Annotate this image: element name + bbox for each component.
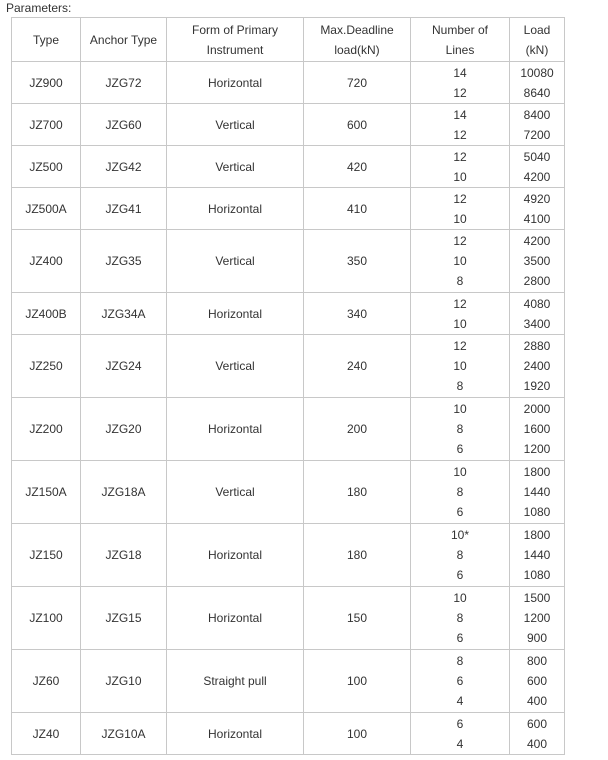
max-deadline-cell: 180 [304,461,411,524]
table-row [12,188,565,230]
load-cell [510,587,565,650]
header-form [167,18,304,62]
number-of-lines-cell [411,146,510,188]
number-of-lines-cell [411,230,510,293]
load-value: 2400 [523,359,551,373]
anchor-type-cell: JZG41 [81,188,167,230]
lines-value: 10 [453,465,467,479]
anchor-type-cell: JZG72 [81,62,167,104]
form-cell: Horizontal [167,398,304,461]
lines-value: 8 [456,422,464,436]
header-load [510,18,565,62]
lines-value: 8 [456,274,464,288]
lines-value: 6 [456,716,464,731]
number-of-lines-cell [411,461,510,524]
type-cell: JZ500A [12,188,81,230]
number-of-lines-cell [411,104,510,146]
load-value: 10080 [520,65,554,80]
load-value: 1440 [523,548,551,562]
load-value: 4080 [523,296,551,311]
load-value: 1800 [523,528,551,542]
load-value: 1080 [523,505,551,519]
type-cell: JZ40 [12,713,81,755]
table-row [12,293,565,335]
max-deadline-cell: 100 [304,650,411,713]
load-value: 400 [526,736,548,751]
load-cell [510,230,565,293]
form-cell: Horizontal [167,587,304,650]
form-cell: Straight pull [167,650,304,713]
load-value: 1440 [523,485,551,499]
load-value: 1080 [523,568,551,582]
lines-value: 8 [456,611,464,625]
lines-value: 4 [456,736,464,751]
type-cell: JZ900 [12,62,81,104]
load-value: 8640 [523,85,551,100]
lines-value: 10 [453,254,467,268]
lines-value: 10 [453,211,467,226]
header-form-line-2: Instrument [206,42,264,57]
load-cell [510,650,565,713]
header-type: Type [12,18,81,62]
header-load-line-1: Load [523,22,551,37]
load-cell [510,713,565,755]
lines-value: 14 [453,107,467,122]
load-value: 1600 [523,422,551,436]
max-deadline-cell: 600 [304,104,411,146]
lines-value: 10* [450,528,470,542]
lines-value: 10 [453,591,467,605]
anchor-type-cell: JZG15 [81,587,167,650]
header-row [12,18,565,62]
form-cell: Horizontal [167,524,304,587]
anchor-type-cell: JZG60 [81,104,167,146]
max-deadline-cell: 180 [304,524,411,587]
table-row [12,230,565,293]
anchor-type-cell: JZG24 [81,335,167,398]
section-heading: Parameters: [6,1,72,15]
number-of-lines-cell [411,398,510,461]
load-value: 3400 [523,316,551,331]
load-value: 600 [526,716,548,731]
lines-value: 12 [453,191,467,206]
number-of-lines-cell [411,524,510,587]
header-max-line-1: Max.Deadline [320,22,394,37]
header-max-line-2: load(kN) [334,42,380,57]
header-load-line-2: (kN) [525,42,549,57]
anchor-type-cell: JZG10 [81,650,167,713]
max-deadline-cell: 150 [304,587,411,650]
parameters-table [11,17,565,755]
load-value: 4200 [523,169,551,184]
load-value: 3500 [523,254,551,268]
max-deadline-cell: 340 [304,293,411,335]
table-row [12,335,565,398]
load-value: 800 [526,654,548,668]
header-form-line-1: Form of Primary [191,22,278,37]
form-cell: Horizontal [167,713,304,755]
type-cell: JZ150 [12,524,81,587]
type-cell: JZ400B [12,293,81,335]
load-value: 2880 [523,339,551,353]
form-cell: Vertical [167,230,304,293]
lines-value: 6 [456,442,464,456]
load-value: 1800 [523,465,551,479]
number-of-lines-cell [411,713,510,755]
load-value: 1500 [523,591,551,605]
load-value: 4200 [523,234,551,248]
table-row [12,104,565,146]
table-row [12,146,565,188]
lines-value: 8 [456,485,464,499]
load-cell [510,293,565,335]
number-of-lines-cell [411,587,510,650]
max-deadline-cell: 100 [304,713,411,755]
anchor-type-cell: JZG18 [81,524,167,587]
load-value: 4100 [523,211,551,226]
table-row [12,524,565,587]
form-cell: Horizontal [167,62,304,104]
load-value: 8400 [523,107,551,122]
lines-value: 10 [453,169,467,184]
lines-value: 10 [453,402,467,416]
type-cell: JZ150A [12,461,81,524]
lines-value: 8 [456,654,464,668]
anchor-type-cell: JZG35 [81,230,167,293]
type-cell: JZ700 [12,104,81,146]
load-value: 5040 [523,149,551,164]
lines-value: 12 [453,339,467,353]
load-value: 600 [526,674,548,688]
anchor-type-cell: JZG10A [81,713,167,755]
lines-value: 12 [453,234,467,248]
max-deadline-cell: 350 [304,230,411,293]
load-value: 1920 [523,379,551,393]
table-row [12,587,565,650]
lines-value: 6 [456,674,464,688]
number-of-lines-cell [411,188,510,230]
load-value: 1200 [523,442,551,456]
load-value: 2000 [523,402,551,416]
load-cell [510,335,565,398]
load-cell [510,146,565,188]
table-row [12,461,565,524]
table-row [12,398,565,461]
lines-value: 12 [453,85,467,100]
lines-value: 8 [456,548,464,562]
lines-value: 8 [456,379,464,393]
lines-value: 4 [456,694,464,708]
max-deadline-cell: 410 [304,188,411,230]
load-cell [510,461,565,524]
lines-value: 6 [456,568,464,582]
form-cell: Vertical [167,335,304,398]
table-row [12,650,565,713]
type-cell: JZ200 [12,398,81,461]
number-of-lines-cell [411,62,510,104]
lines-value: 12 [453,296,467,311]
anchor-type-cell: JZG42 [81,146,167,188]
load-cell [510,398,565,461]
anchor-type-cell: JZG20 [81,398,167,461]
max-deadline-cell: 240 [304,335,411,398]
table-row [12,713,565,755]
load-cell [510,104,565,146]
max-deadline-cell: 420 [304,146,411,188]
type-cell: JZ250 [12,335,81,398]
load-cell [510,62,565,104]
lines-value: 10 [453,359,467,373]
lines-value: 14 [453,65,467,80]
load-value: 400 [526,694,548,708]
load-value: 2800 [523,274,551,288]
header-anchor-type: Anchor Type [81,18,167,62]
load-cell [510,188,565,230]
number-of-lines-cell [411,650,510,713]
header-lines-line-2: Lines [445,42,475,57]
table-row [12,62,565,104]
type-cell: JZ400 [12,230,81,293]
load-value: 900 [526,631,548,645]
number-of-lines-cell [411,293,510,335]
type-cell: JZ100 [12,587,81,650]
load-value: 1200 [523,611,551,625]
form-cell: Horizontal [167,188,304,230]
lines-value: 10 [453,316,467,331]
header-number-of-lines [411,18,510,62]
lines-value: 6 [456,505,464,519]
max-deadline-cell: 200 [304,398,411,461]
anchor-type-cell: JZG18A [81,461,167,524]
form-cell: Vertical [167,461,304,524]
load-value: 4920 [523,191,551,206]
form-cell: Horizontal [167,293,304,335]
max-deadline-cell: 720 [304,62,411,104]
number-of-lines-cell [411,335,510,398]
lines-value: 6 [456,631,464,645]
type-cell: JZ500 [12,146,81,188]
type-cell: JZ60 [12,650,81,713]
form-cell: Vertical [167,146,304,188]
load-value: 7200 [523,127,551,142]
header-lines-line-1: Number of [431,22,489,37]
load-cell [510,524,565,587]
form-cell: Vertical [167,104,304,146]
lines-value: 12 [453,149,467,164]
lines-value: 12 [453,127,467,142]
header-max-deadline [304,18,411,62]
anchor-type-cell: JZG34A [81,293,167,335]
